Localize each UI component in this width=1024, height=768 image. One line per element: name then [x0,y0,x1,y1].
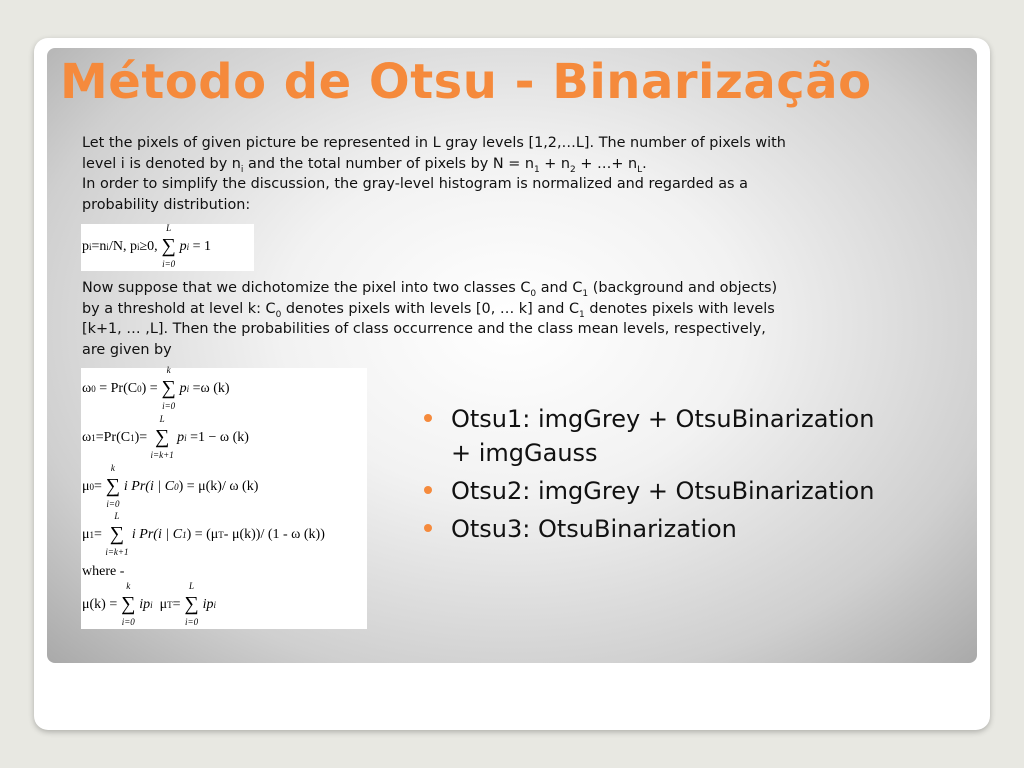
intro-line-2: level i is denoted by $n_i$ and the total number of pixels by $N = n_1 + n_2$ + …+ $n_L$. [82,155,647,175]
omega1-equation: ω 1 =Pr(C 1 )= L ∑ i=k+1 p i =1 − ω (k) [82,414,249,460]
mu0-equation: μ 0 = k ∑ i=0 i Pr(i | C 0 ) = μ(k)/ ω (k) [82,463,259,509]
where-label: where - [82,564,125,579]
sum-symbol: L ∑ i=0 [161,223,176,269]
sum-symbol: L ∑ i=0 [184,581,199,627]
probability-formula: p i =n i /N, p i ≥0, L ∑ i=0 p i = 1 [82,223,212,269]
threshold-line-3: [k+1, … ,L]. Then the probabilities of class occurrence and the class mean levels, respectively, [82,321,766,338]
sum-symbol: k ∑ i=0 [105,463,121,509]
otsu-variants-list [424,402,969,550]
intro-paragraph [82,133,932,215]
bullet-icon [424,524,432,532]
threshold-line-1: Now suppose that we dichotomize the pixel into two classes $C_0$ and $C_1$ (background and objects) [82,280,778,299]
class-equations-image [81,365,367,629]
omega0-equation: ω 0 = Pr(C 0 ) = k ∑ i=0 p i =ω (k) [82,365,230,411]
list-item-otsu3: Otsu3: OtsuBinarization [424,512,969,546]
list-item-otsu1: Otsu1: imgGrey + OtsuBinarization + imgGauss [424,402,969,470]
sum-symbol: k ∑ i=0 [161,365,176,411]
list-item-otsu2: Otsu2: imgGrey + OtsuBinarization [424,474,969,508]
probability-formula-image [81,224,254,271]
bullet-icon [424,414,432,422]
mu1-equation: μ 1 = L ∑ i=k+1 i Pr(i | C 1 ) = (μ T - μ(k))/ (1 - ω (k)) [82,511,325,557]
slide-title: Método de Otsu - Binarização [60,54,872,110]
intro-line-1: Let the pixels of given picture be represented in L gray levels [1,2,…L]. The number of pixels with [82,135,786,151]
bullet-icon [424,486,432,494]
mean-equations: μ(k) = k ∑ i=0 ip i μ T = L ∑ i=0 ip i [82,581,216,627]
threshold-paragraph [82,278,932,360]
sum-symbol: L ∑ i=k+1 [105,511,129,557]
intro-line-4: probability distribution: [82,196,251,213]
intro-line-3: In order to simplify the discussion, the gray-level histogram is normalized and regarded as a [82,176,748,193]
threshold-line-4: are given by [82,341,172,358]
sum-symbol: k ∑ i=0 [121,581,136,627]
threshold-line-2: by a threshold at level k: $C_0$ denotes pixels with levels [0, … k] and $C_1$ denotes pixels with levels [82,300,775,320]
sum-symbol: L ∑ i=k+1 [150,414,174,460]
